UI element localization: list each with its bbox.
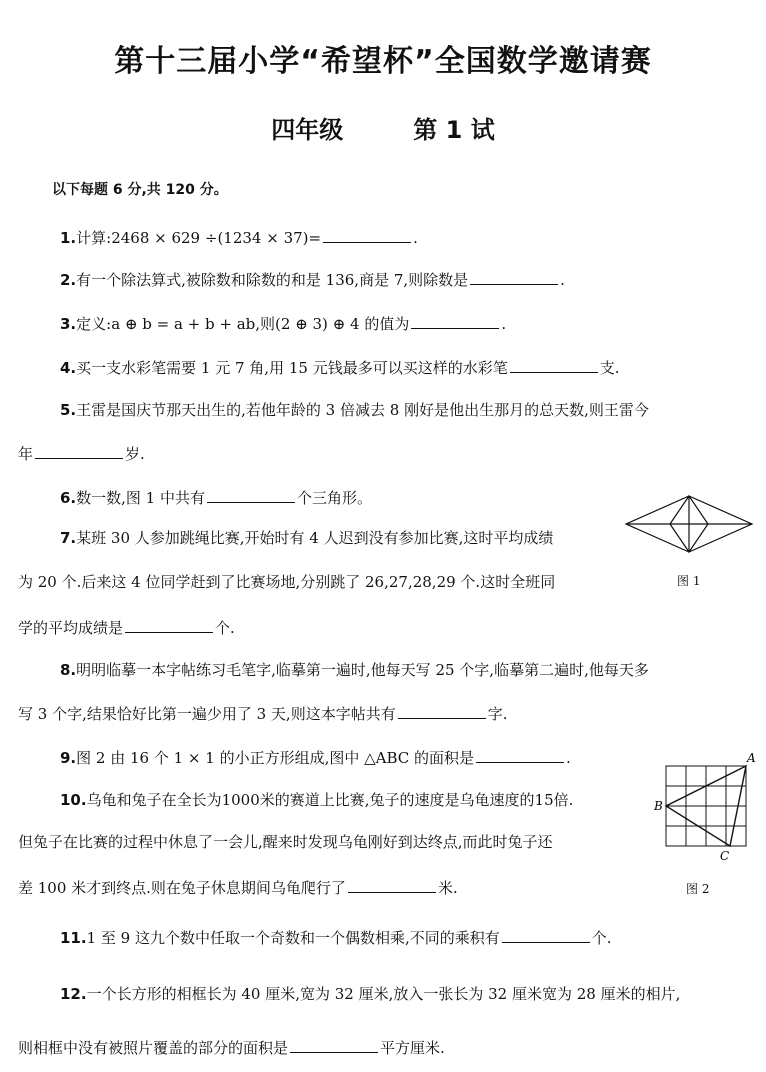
question-7-continued — [18, 616, 235, 638]
question-text: 学的平均成绩是 — [18, 619, 124, 637]
question-text-end: 字. — [487, 705, 508, 723]
question-6 — [60, 486, 372, 508]
question-text: 定义:a ⊕ b = a + b + ab,则(2 ⊕ 3) ⊕ 4 的值为 — [76, 315, 410, 333]
question-number: 3. — [60, 315, 77, 333]
question-text-end: 个. — [215, 619, 235, 637]
page-subtitle — [0, 110, 766, 145]
question-text: 明明临摹一本字帖练习毛笔字,临摹第一遍时,他每天写 25 个字,临摹第二遍时,他每天多 — [76, 661, 649, 679]
question-text-end: 支. — [599, 359, 620, 377]
question-10 — [60, 790, 573, 810]
question-text-end: 个. — [591, 929, 612, 947]
answer-blank[interactable] — [207, 486, 295, 503]
question-text: 有一个除法算式,被除数和除数的和是 136,商是 7,则除数是 — [76, 271, 469, 289]
question-text: 图 2 由 16 个 1 × 1 的小正方形组成,图中 △ABC 的面积是 — [76, 749, 475, 767]
question-5-continued — [18, 442, 145, 464]
answer-blank[interactable] — [476, 746, 564, 763]
figure-2-caption: 图 2 — [686, 882, 710, 896]
vertex-label-c: C — [720, 849, 730, 863]
question-12-continued — [18, 1036, 445, 1058]
question-text: 某班 30 人参加跳绳比赛,开始时有 4 人迟到没有参加比赛,这时平均成绩 — [76, 529, 554, 547]
answer-blank[interactable] — [502, 926, 590, 943]
answer-blank[interactable] — [290, 1036, 378, 1053]
question-text: 年 — [18, 445, 34, 463]
question-12 — [60, 984, 680, 1004]
round-label: 第 1 试 — [413, 116, 495, 144]
question-text: 一个长方形的相框长为 40 厘米,宽为 32 厘米,放入一张长为 32 厘米宽为 28 厘米的相片, — [86, 985, 681, 1003]
vertex-label-a: A — [747, 752, 756, 765]
figure-2-diagram — [650, 752, 760, 864]
answer-blank[interactable] — [35, 442, 123, 459]
question-text: 则相框中没有被照片覆盖的部分的面积是 — [18, 1039, 289, 1057]
question-text: 但兔子在比赛的过程中休息了一会儿,醒来时发现乌龟刚好到达终点,而此时兔子还 — [18, 833, 553, 851]
question-5 — [60, 400, 649, 420]
question-text-end: 米. — [437, 879, 458, 897]
question-text-end: . — [566, 749, 571, 767]
question-text-end: 个三角形。 — [297, 489, 373, 507]
question-text: 乌龟和兔子在全长为1000米的赛道上比赛,兔子的速度是乌龟速度的15倍. — [86, 791, 574, 809]
answer-blank[interactable] — [470, 268, 558, 285]
question-text-end: . — [560, 271, 565, 289]
answer-blank[interactable] — [348, 876, 436, 893]
question-3 — [60, 312, 506, 334]
question-number: 11. — [60, 929, 87, 947]
question-8 — [60, 660, 649, 680]
question-9 — [60, 746, 571, 768]
question-11 — [60, 926, 612, 948]
intro-text: 以下每题 6 分,共 120 分。 — [52, 182, 228, 198]
answer-blank[interactable] — [411, 312, 499, 329]
question-2 — [60, 268, 565, 290]
question-text: 写 3 个字,结果恰好比第一遍少用了 3 天,则这本字帖共有 — [18, 705, 396, 723]
question-number: 5. — [60, 401, 77, 419]
question-text-end: 岁. — [125, 445, 145, 463]
figure-1-caption: 图 1 — [677, 574, 701, 588]
question-number: 12. — [60, 985, 87, 1003]
question-number: 7. — [60, 529, 77, 547]
question-number: 1. — [60, 229, 77, 247]
question-number: 10. — [60, 791, 87, 809]
question-text-end: 平方厘米. — [380, 1039, 445, 1057]
question-number: 2. — [60, 271, 77, 289]
answer-blank[interactable] — [510, 356, 598, 373]
question-1 — [60, 226, 418, 248]
page-title: 第十三届小学“希望杯”全国数学邀请赛 — [114, 44, 652, 79]
vertex-label-b: B — [654, 799, 663, 813]
question-text-end: . — [501, 315, 507, 333]
question-text: 计算:2468 × 629 ÷(1234 × 37)= — [76, 229, 322, 247]
question-10-continued — [18, 876, 458, 898]
grade-label: 四年级 — [271, 116, 344, 144]
question-text: 为 20 个.后来这 4 位同学赶到了比赛场地,分别跳了 26,27,28,29 个.这时全班同 — [18, 573, 556, 591]
question-text: 王雷是国庆节那天出生的,若他年龄的 3 倍减去 8 刚好是他出生那月的总天数,则王雷今 — [76, 401, 649, 419]
question-number: 8. — [60, 661, 77, 679]
answer-blank[interactable] — [125, 616, 213, 633]
question-8-continued — [18, 702, 507, 724]
question-4 — [60, 356, 619, 378]
answer-blank[interactable] — [323, 226, 411, 243]
question-7 — [60, 528, 553, 548]
question-7-continued — [18, 572, 555, 592]
question-number: 6. — [60, 489, 77, 507]
question-text: 买一支水彩笔需要 1 元 7 角,用 15 元钱最多可以买这样的水彩笔 — [76, 359, 508, 377]
question-text: 数一数,图 1 中共有 — [76, 489, 205, 507]
question-text: 1 至 9 这九个数中任取一个奇数和一个偶数相乘,不同的乘积有 — [86, 929, 500, 947]
question-number: 9. — [60, 749, 77, 767]
question-text: 差 100 米才到终点.则在兔子休息期间乌龟爬行了 — [18, 879, 346, 897]
question-text-end: . — [413, 229, 418, 247]
answer-blank[interactable] — [398, 702, 486, 719]
question-number: 4. — [60, 359, 77, 377]
question-10-continued — [18, 832, 553, 852]
figure-1-diagram — [624, 494, 754, 556]
